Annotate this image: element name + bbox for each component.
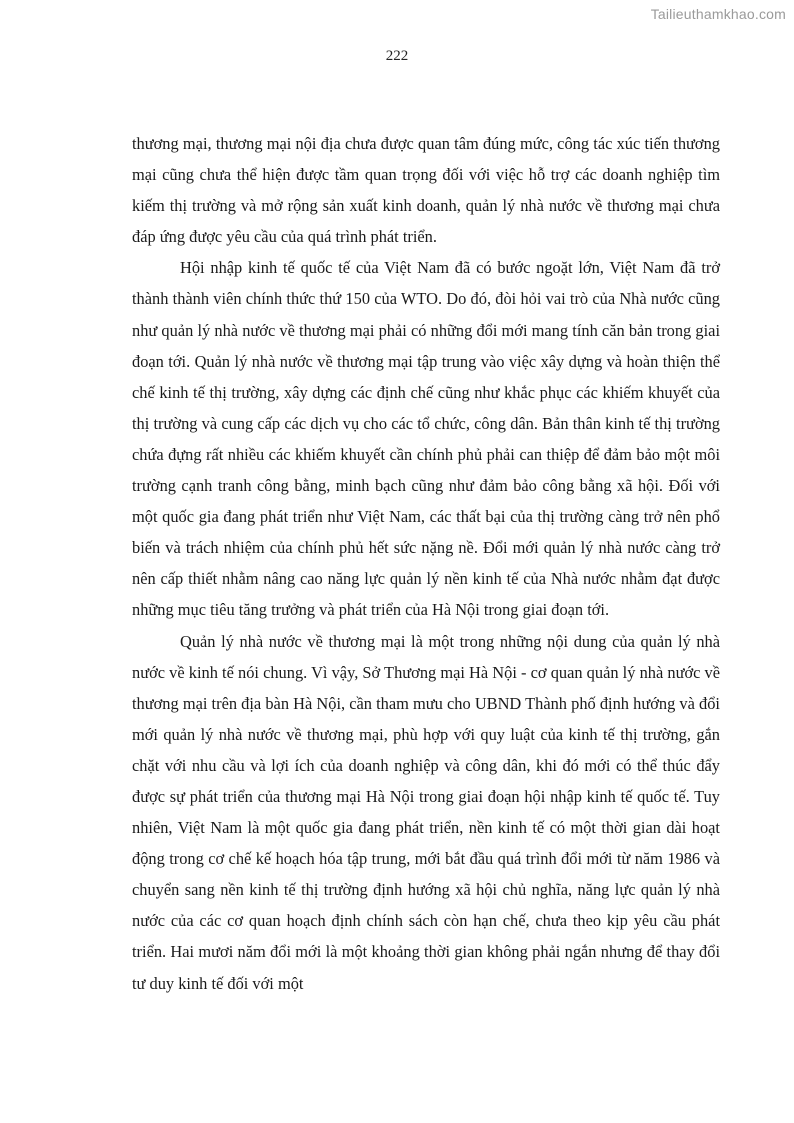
- paragraph-integration: Hội nhập kinh tế quốc tế của Việt Nam đã có bước ngoặt lớn, Việt Nam đã trở thành thành viên chính thức thứ 150 của WTO. Do đó, đòi hỏi vai trò của Nhà nước cũng như quản lý nhà nước về thương mại phải có những đổi mới mang tính căn bản trong giai đoạn tới. Quản lý nhà nước về thương mại tập trung vào việc xây dựng và hoàn thiện thể chế kinh tế thị trường, xây dựng các định chế cũng như khắc phục các khiếm khuyết của thị trường và cung cấp các dịch vụ cho các tổ chức, công dân. Bản thân kinh tế thị trường chứa đựng rất nhiều các khiếm khuyết cần chính phủ phải can thiệp để đảm bảo một môi trường cạnh tranh công bằng, minh bạch cũng như đảm bảo công bằng xã hội. Đối với một quốc gia đang phát triển như Việt Nam, các thất bại của thị trường càng trở nên phổ biến và trách nhiệm của chính phủ hết sức nặng nề. Đổi mới quản lý nhà nước càng trở nên cấp thiết nhằm nâng cao năng lực quản lý nền kinh tế của Nhà nước nhằm đạt được những mục tiêu tăng trưởng và phát triển của Hà Nội trong giai đoạn tới.: [132, 258, 720, 620]
- page-number: 222: [385, 48, 409, 64]
- paragraph-state-management: Quản lý nhà nước về thương mại là một trong những nội dung của quản lý nhà nước về kinh tế nói chung. Vì vậy, Sở Thương mại Hà Nội - cơ quan quản lý nhà nước về thương mại trên địa bàn Hà Nội, cần tham mưu cho UBND Thành phố định hướng và đổi mới quản lý nhà nước về thương mại, phù hợp với quy luật của kinh tế thị trường, gắn chặt với nhu cầu và lợi ích của doanh nghiệp và công dân, khi đó mới có thể thúc đẩy được sự phát triển của thương mại Hà Nội trong giai đoạn hội nhập kinh tế quốc tế. Tuy nhiên, Việt Nam là một quốc gia đang phát triển, nền kinh tế có một thời gian dài hoạt động trong cơ chế kế hoạch hóa tập trung, mới bắt đầu quá trình đổi mới từ năm 1986 và chuyển sang nền kinh tế thị trường định hướng xã hội chủ nghĩa, năng lực quản lý nhà nước của các cơ quan hoạch định chính sách còn hạn chế, chưa theo kịp yêu cầu phát triển. Hai mươi năm đổi mới là một khoảng thời gian không phải ngắn nhưng để thay đổi tư duy kinh tế đối với một: [132, 631, 720, 993]
- paragraph-continuation: thương mại, thương mại nội địa chưa được quan tâm đúng mức, công tác xúc tiến thương mại cũng chưa thể hiện được tầm quan trọng đối với việc hỗ trợ các doanh nghiệp tìm kiếm thị trường và mở rộng sản xuất kinh doanh, quản lý nhà nước về thương mại chưa đáp ứng được yêu cầu của quá trình phát triển.: [132, 134, 720, 247]
- page-body: [132, 128, 720, 999]
- watermark: Tailieuthamkhao.com: [650, 6, 786, 22]
